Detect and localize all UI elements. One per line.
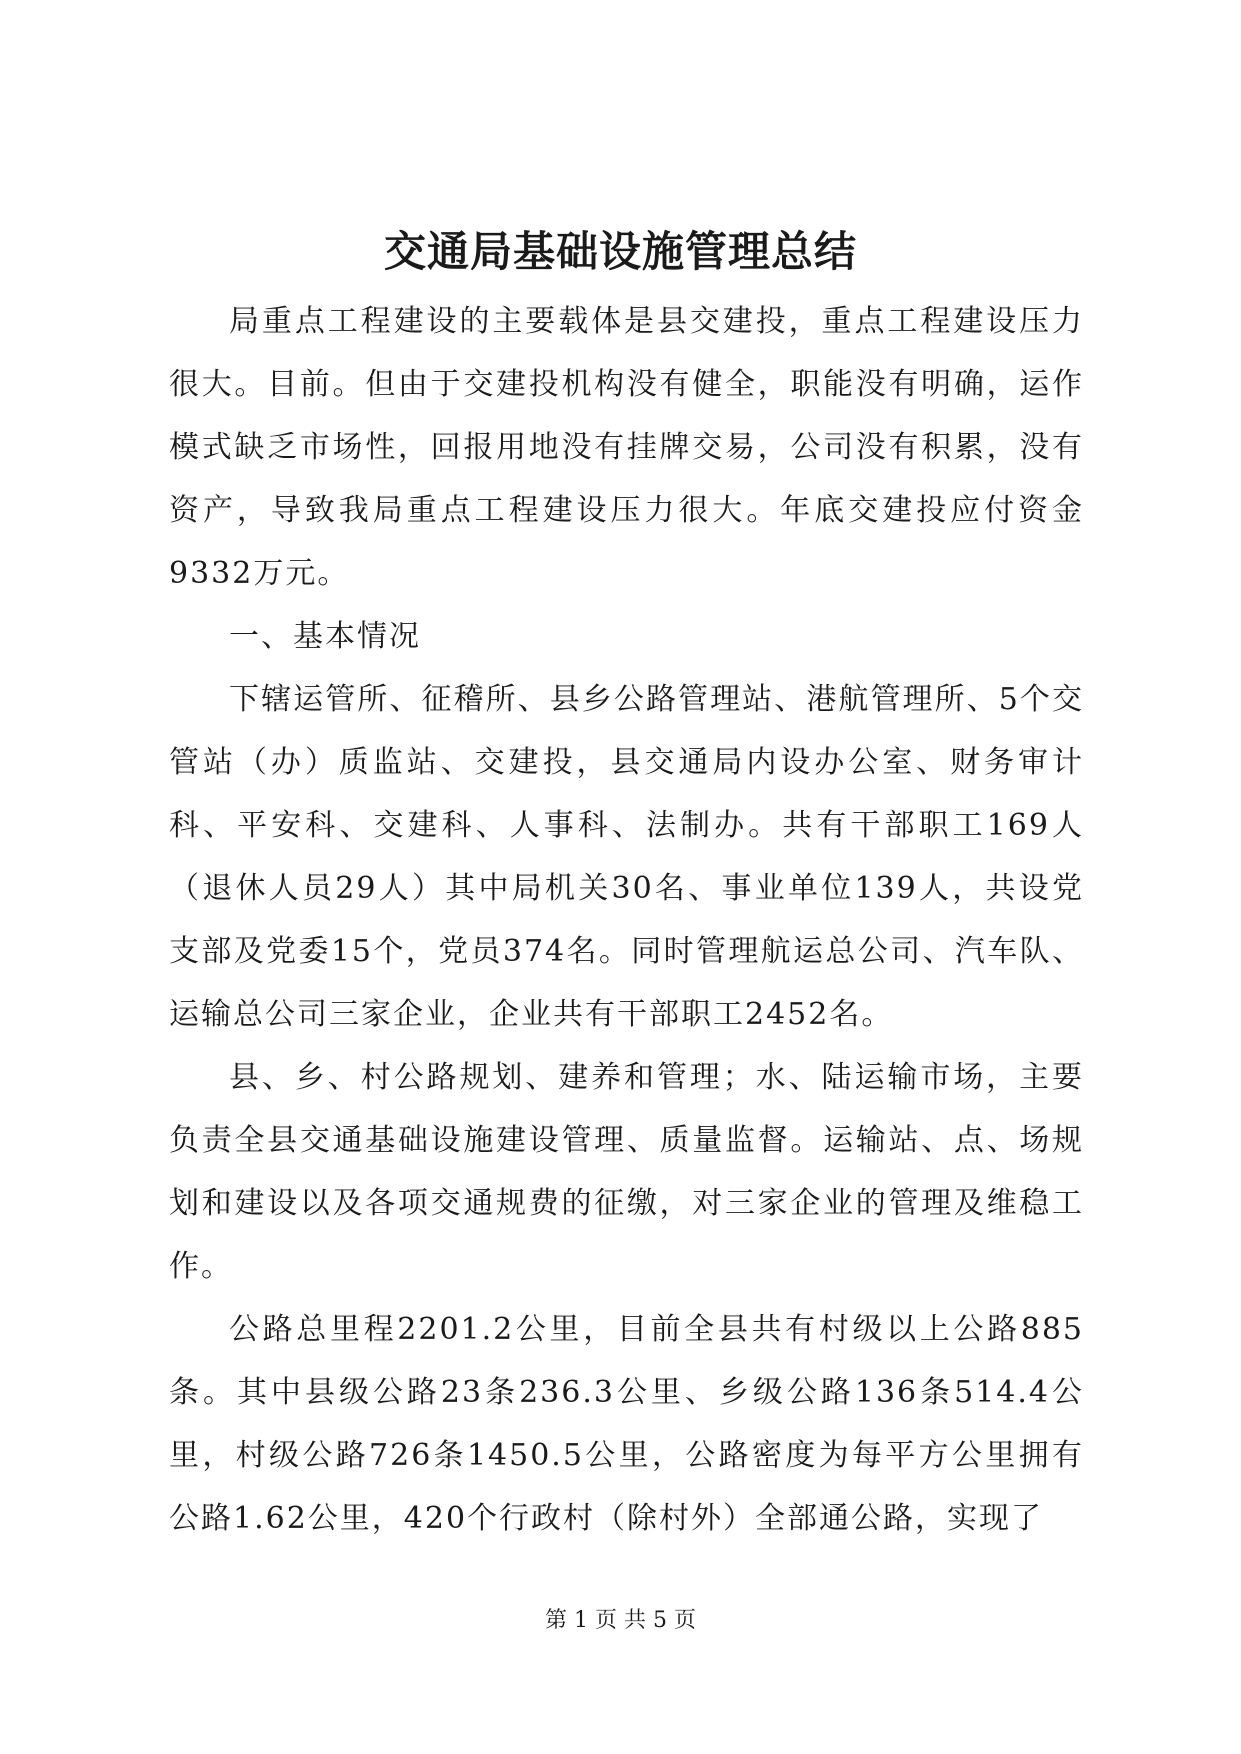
document-title: 交通局基础设施管理总结	[383, 227, 857, 276]
paragraph-intro: 局重点工程建设的主要载体是县交建投，重点工程建设压力很大。目前。但由于交建投机构没有健全，职能没有明确，运作模式缺乏市场性，回报用地没有挂牌交易，公司没有积累，没有资产，导致我局重点工程建设压力很大。年底交建投应付资金9332万元。	[169, 304, 1084, 591]
paragraph-road-mileage: 公路总里程2201.2公里，目前全县共有村级以上公路885条。其中县级公路23条236.3公里、乡级公路136条514.4公里，村级公路726条1450.5公里，公路密度为每平方公里拥有公路1.62公里，420个行政村（除村外）全部通公路，实现了	[169, 1312, 1084, 1536]
paragraph-organization: 下辖运管所、征稽所、县乡公路管理站、港航管理所、5个交管站（办）质监站、交建投，县交通局内设办公室、财务审计科、平安科、交建科、人事科、法制办。共有干部职工169人（退休人员29人）其中局机关30名、事业单位139人，共设党支部及党委15个，党员374名。同时管理航运总公司、汽车队、运输总公司三家企业，企业共有干部职工2452名。	[169, 682, 1084, 1032]
document-body	[169, 290, 1084, 1550]
section-heading-basic-situation: 一、基本情况	[229, 619, 421, 654]
paragraph-responsibilities: 县、乡、村公路规划、建养和管理；水、陆运输市场，主要负责全县交通基础设施建设管理、质量监督。运输站、点、场规划和建设以及各项交通规费的征缴，对三家企业的管理及维稳工作。	[169, 1060, 1084, 1284]
page-number-footer: 第 1 页 共 5 页	[545, 1608, 696, 1633]
